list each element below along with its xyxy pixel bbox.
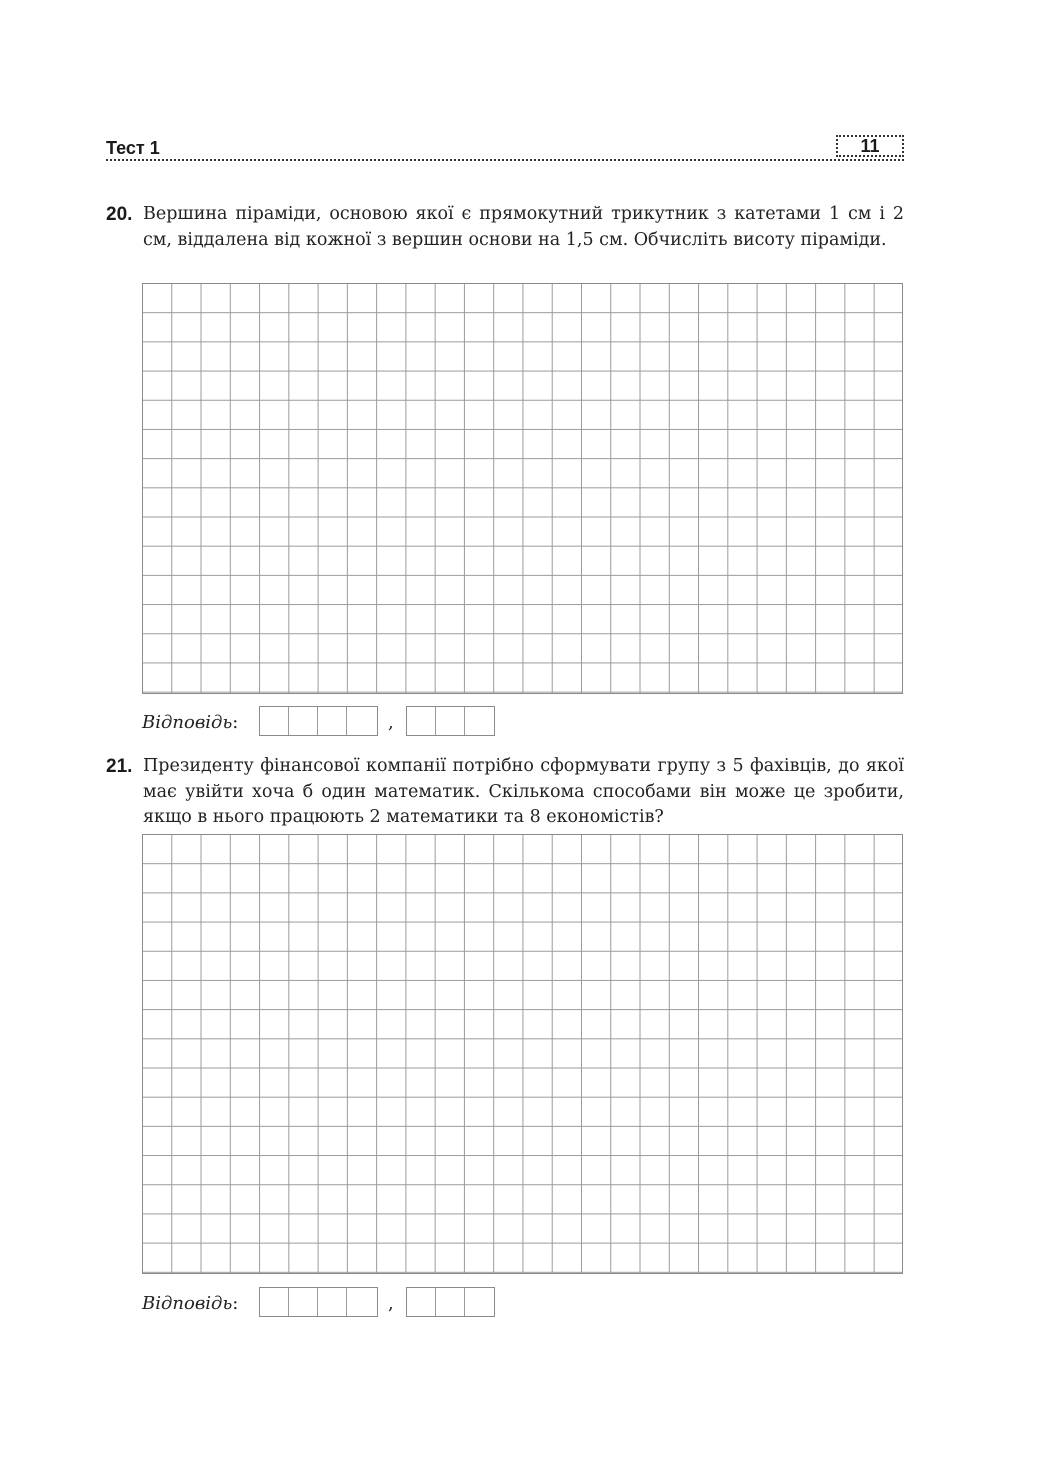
answer-label: Відповідь: (142, 1293, 239, 1314)
page-number: 11 (836, 135, 904, 157)
answer-digit-box[interactable] (407, 1288, 436, 1316)
answer-row-21 (142, 1287, 502, 1319)
decimal-comma: , (388, 712, 394, 733)
answer-digit-box[interactable] (465, 707, 494, 735)
answer-digit-box[interactable] (260, 1288, 289, 1316)
answer-row-20 (142, 706, 502, 738)
page-header (106, 133, 904, 161)
task-text: Вершина піраміди, основою якої є прямокутний трикутник з катетами 1 см і 2 см, віддалена від кожної з вершин основи на 1,5 см. Обчисліть висоту піраміди. (143, 204, 904, 250)
test-title: Тест 1 (106, 138, 160, 158)
decimal-comma: , (388, 1293, 394, 1314)
answer-digit-box[interactable] (465, 1288, 494, 1316)
solution-grid-21[interactable] (142, 834, 903, 1274)
answer-label: Відповідь: (142, 712, 239, 733)
answer-digit-box[interactable] (436, 707, 465, 735)
header-dotted-rule (106, 159, 904, 161)
answer-digit-box[interactable] (318, 707, 347, 735)
answer-integer-boxes[interactable] (259, 706, 378, 736)
answer-digit-box[interactable] (289, 707, 318, 735)
answer-digit-box[interactable] (347, 1288, 376, 1316)
answer-integer-boxes[interactable] (259, 1287, 378, 1317)
task-number: 21. (106, 756, 133, 777)
answer-digit-box[interactable] (289, 1288, 318, 1316)
task-text: Президенту фінансової компанії потрібно сформувати групу з 5 фахівців, до якої має увійти хоча б один математик. Скількома способами він може це зробити, якщо в нього працюють 2 математики та 8 економістів? (143, 756, 904, 827)
solution-grid-20[interactable] (142, 283, 903, 694)
answer-digit-box[interactable] (347, 707, 376, 735)
answer-digit-box[interactable] (318, 1288, 347, 1316)
answer-digit-box[interactable] (436, 1288, 465, 1316)
answer-digit-box[interactable] (260, 707, 289, 735)
answer-digit-box[interactable] (407, 707, 436, 735)
answer-fraction-boxes[interactable] (406, 706, 495, 736)
answer-fraction-boxes[interactable] (406, 1287, 495, 1317)
task-number: 20. (106, 204, 133, 225)
